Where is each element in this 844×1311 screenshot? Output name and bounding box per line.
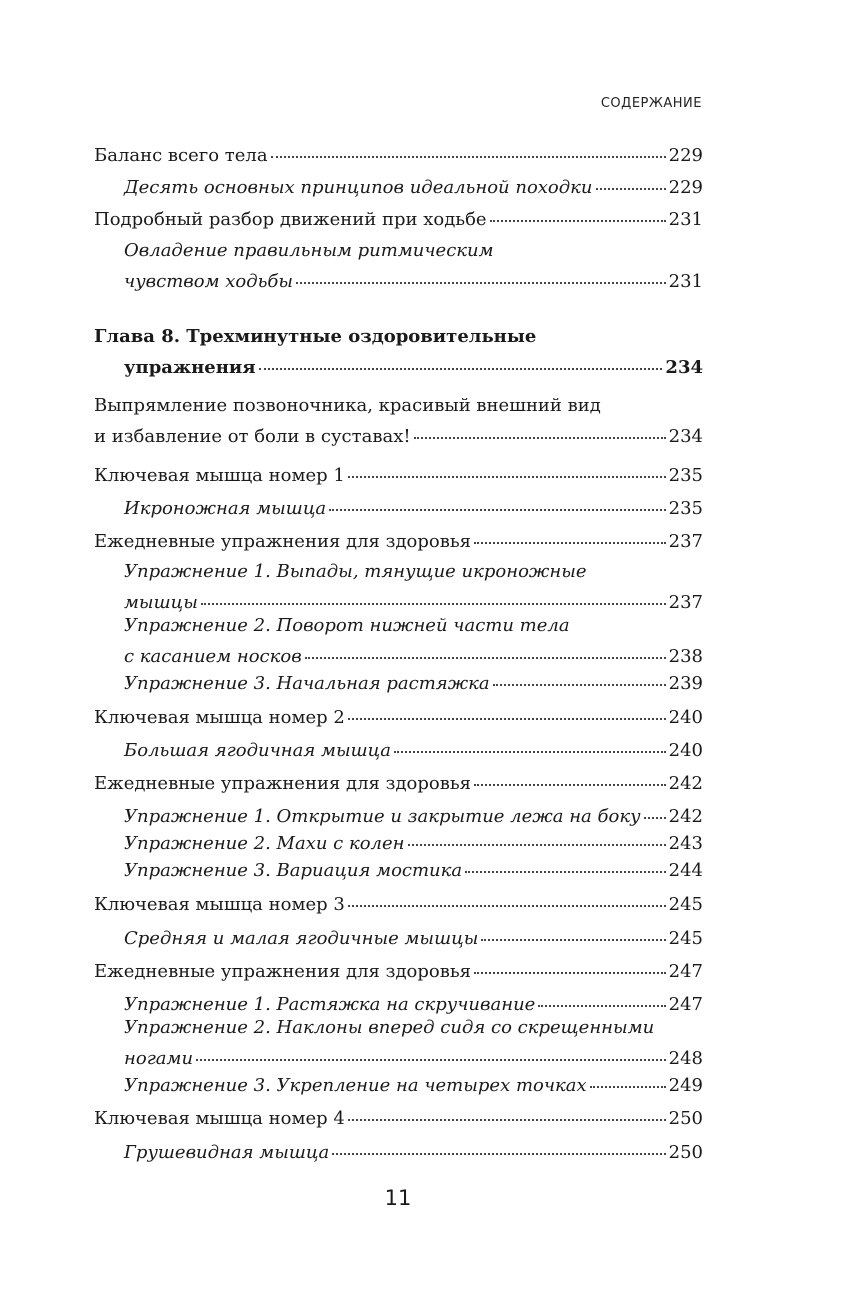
- toc-entry-page: 247: [668, 961, 703, 982]
- toc-entry-page: 242: [668, 806, 703, 827]
- toc-entry-title: мышцы: [124, 592, 198, 613]
- toc-entry-line: Выпрямление позвоночника, красивый внешний вид: [94, 395, 601, 416]
- toc-entry-page: 247: [668, 994, 703, 1015]
- toc-entry-title: ногами: [124, 1048, 194, 1069]
- page-number: 11: [384, 1186, 412, 1210]
- dot-leader: [465, 853, 666, 873]
- toc-entry-title: Ключевая мышца номер 3: [94, 894, 345, 915]
- toc-subentry: [94, 1017, 703, 1071]
- toc-entry-page: 239: [668, 673, 703, 694]
- toc-subentry: [94, 561, 703, 615]
- toc-entry-line: Упражнение 2. Наклоны вперед сидя со скрещенными: [124, 1017, 655, 1038]
- toc-entry-title: Подробный разбор движений при ходьбе: [94, 209, 487, 230]
- toc-entry: [94, 205, 703, 232]
- toc-entry-page: 249: [668, 1075, 703, 1096]
- toc-entry: [94, 890, 703, 917]
- toc-entry-title: Упражнение 1. Растяжка на скручивание: [124, 994, 536, 1015]
- toc-subentry: [94, 240, 703, 294]
- dot-leader: [348, 887, 666, 907]
- dot-leader: [348, 1101, 666, 1121]
- toc-chapter-title: Глава 8. Трехминутные оздоровительные: [94, 326, 537, 347]
- toc-subentry: [94, 802, 703, 829]
- dot-leader: [394, 733, 666, 753]
- dot-leader: [481, 921, 665, 941]
- toc-entry-page: 231: [668, 209, 703, 230]
- dot-leader: [474, 524, 666, 544]
- toc-subentry: [94, 1071, 703, 1098]
- toc-entry: [94, 1104, 703, 1131]
- toc-entry-title: Баланс всего тела: [94, 145, 268, 166]
- toc-entry-page: 229: [668, 177, 703, 198]
- toc-subentry: [94, 669, 703, 696]
- toc-subentry: [94, 615, 703, 669]
- dot-leader: [329, 491, 666, 511]
- toc-entry-title: упражнения: [124, 357, 256, 378]
- dot-leader: [596, 170, 666, 190]
- toc-entry: [94, 527, 703, 554]
- toc-entry-title: Икроножная мышца: [124, 498, 327, 519]
- toc-entry-title: Ключевая мышца номер 2: [94, 707, 345, 728]
- dot-leader: [271, 138, 666, 158]
- toc-entry: [94, 769, 703, 796]
- toc-entry-title: Грушевидная мышца: [124, 1142, 330, 1163]
- dot-leader: [414, 419, 666, 439]
- toc-subentry: [94, 494, 703, 521]
- toc-entry-page: 238: [668, 646, 703, 667]
- toc-entry-title: чувством ходьбы: [124, 271, 294, 292]
- toc-entry-title: Ежедневные упражнения для здоровья: [94, 773, 472, 794]
- toc-entry-title: Большая ягодичная мышца: [124, 740, 391, 761]
- toc-entry-page: 234: [665, 357, 703, 378]
- toc-subentry: [94, 736, 703, 763]
- dot-leader: [474, 954, 666, 974]
- toc-entry-page: 243: [668, 833, 703, 854]
- dot-leader: [590, 1068, 666, 1088]
- dot-leader: [305, 639, 666, 659]
- toc-entry-line: Упражнение 1. Выпады, тянущие икроножные: [124, 561, 587, 582]
- dot-leader: [644, 799, 666, 819]
- toc-entry-title: Упражнение 3. Начальная растяжка: [124, 673, 490, 694]
- toc-entry-line: Овладение правильным ритмическим: [124, 240, 494, 261]
- toc-entry-page: 245: [668, 894, 703, 915]
- dot-leader: [474, 766, 666, 786]
- running-header: СОДЕРЖАНИЕ: [600, 96, 702, 111]
- toc-entry-page: 235: [668, 498, 703, 519]
- toc-entry: [94, 395, 703, 449]
- toc-entry: [94, 461, 703, 488]
- toc-entry-title: Десять основных принципов идеальной походки: [124, 177, 593, 198]
- toc-subentry: [94, 856, 703, 883]
- dot-leader: [538, 987, 665, 1007]
- dot-leader: [348, 458, 666, 478]
- toc-entry-title: Ключевая мышца номер 4: [94, 1108, 345, 1129]
- toc-entry: [94, 957, 703, 984]
- dot-leader: [296, 264, 666, 284]
- toc-entry-page: 250: [668, 1142, 703, 1163]
- toc-entry-title: Упражнение 3. Вариация мостика: [124, 860, 463, 881]
- toc-subentry: [94, 829, 703, 856]
- toc-entry-page: 231: [668, 271, 703, 292]
- toc-entry-page: 245: [668, 928, 703, 949]
- toc-entry-title: с касанием носков: [124, 646, 302, 667]
- toc-entry-page: 240: [668, 740, 703, 761]
- toc-subentry: [94, 990, 703, 1017]
- toc-chapter-entry: [94, 326, 703, 380]
- toc-entry-page: 242: [668, 773, 703, 794]
- dot-leader: [201, 585, 666, 605]
- toc-entry-title: Ежедневные упражнения для здоровья: [94, 531, 472, 552]
- toc-entry-page: 240: [668, 707, 703, 728]
- toc-entry-title: Упражнение 3. Укрепление на четырех точках: [124, 1075, 587, 1096]
- toc-entry-title: Упражнение 1. Открытие и закрытие лежа на боку: [124, 806, 641, 827]
- toc-entry: [94, 141, 703, 168]
- toc-entry-page: 235: [668, 465, 703, 486]
- toc-subentry: [94, 924, 703, 951]
- toc-entry-title: Упражнение 2. Махи с колен: [124, 833, 405, 854]
- dot-leader: [332, 1135, 665, 1155]
- dot-leader: [196, 1041, 666, 1061]
- toc-entry-page: 229: [668, 145, 703, 166]
- toc-entry-page: 234: [668, 426, 703, 447]
- dot-leader: [408, 826, 666, 846]
- toc-entry: [94, 703, 703, 730]
- toc-subentry: [94, 173, 703, 200]
- dot-leader: [259, 350, 663, 370]
- dot-leader: [348, 700, 666, 720]
- toc-entry-page: 250: [668, 1108, 703, 1129]
- toc-entry-page: 237: [668, 592, 703, 613]
- toc-entry-line: Упражнение 2. Поворот нижней части тела: [124, 615, 570, 636]
- toc-entry-title: Ключевая мышца номер 1: [94, 465, 345, 486]
- toc-entry-title: Ежедневные упражнения для здоровья: [94, 961, 472, 982]
- toc-entry-page: 237: [668, 531, 703, 552]
- toc-entry-title: Средняя и малая ягодичные мышцы: [124, 928, 479, 949]
- toc-entry-page: 248: [668, 1048, 703, 1069]
- dot-leader: [493, 666, 666, 686]
- dot-leader: [490, 202, 666, 222]
- toc-subentry: [94, 1138, 703, 1165]
- toc-entry-title: и избавление от боли в суставах!: [94, 426, 411, 447]
- toc-entry-page: 244: [668, 860, 703, 881]
